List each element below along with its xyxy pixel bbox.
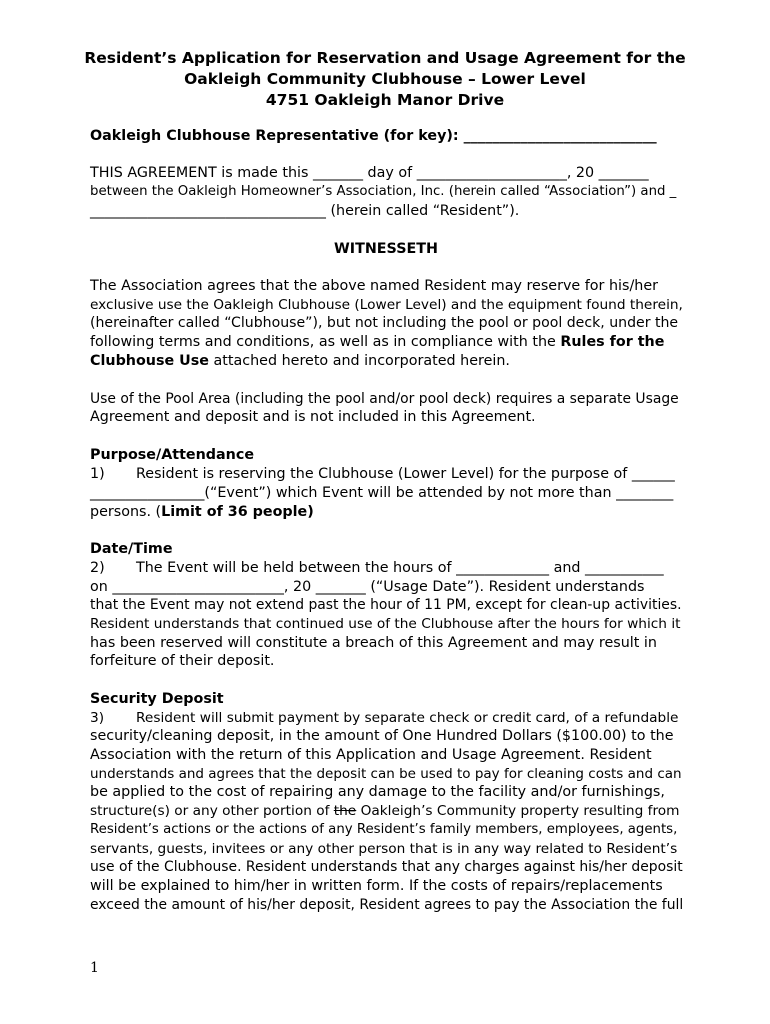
deposit-number: 3)	[90, 710, 105, 726]
datetime-line-1	[90, 559, 682, 578]
datetime-number: 2)	[90, 560, 105, 576]
purpose-heading: Purpose/Attendance	[90, 447, 255, 463]
para1-line-4	[90, 333, 682, 352]
attendance-limit: Limit of 36 people)	[161, 504, 314, 520]
purpose-line-3-text: persons. (	[90, 504, 162, 520]
deposit-line-2: security/cleaning deposit, in the amount of One Hundred Dollars ($100.00) to the	[90, 728, 674, 744]
title-line-1: Resident’s Application for Reservation and Usage Agreement for the	[84, 49, 686, 67]
para1-line-5	[90, 352, 682, 371]
para2-line-1: Use of the Pool Area (including the pool and/or pool deck) requires a separate Usage	[90, 391, 679, 407]
para1-line-2: exclusive use the Oakleigh Clubhouse (Lower Level) and the equipment found therein,	[90, 297, 683, 313]
page-number: 1	[90, 960, 99, 976]
deposit-line-7: Resident’s actions or the actions of any Resident’s family members, employees, agents,	[90, 822, 678, 837]
deposit-line-6-text-c: Oakleigh’s Community property resulting from	[356, 803, 680, 819]
deposit-line-8: servants, guests, invitees or any other person that is in any way related to Resident’s	[90, 841, 678, 857]
datetime-line-5: has been reserved will constitute a breach of this Agreement and may result in	[90, 635, 657, 651]
title-line-2: Oakleigh Community Clubhouse – Lower Level	[184, 70, 586, 88]
deposit-line-6-text-a: structure(s) or any other portion of	[90, 803, 334, 819]
para1-line-5-text: attached hereto and incorporated herein.	[208, 353, 510, 369]
datetime-line-6: forfeiture of their deposit.	[90, 653, 275, 669]
purpose-line-3	[90, 503, 682, 522]
deposit-line-11: exceed the amount of his/her deposit, Resident agrees to pay the Association the full	[90, 897, 684, 913]
agreement-line-3: _________________________________ (herein called “Resident”).	[90, 203, 520, 219]
deposit-line-3: Association with the return of this Application and Usage Agreement. Resident	[90, 747, 652, 763]
deposit-line-4: understands and agrees that the deposit can be used to pay for cleaning costs and can	[90, 766, 682, 782]
deposit-line-1-text: Resident will submit payment by separate check or credit card, of a refundable	[136, 710, 679, 726]
purpose-line-2: ________________(“Event”) which Event will be attended by not more than ________	[90, 485, 674, 501]
deposit-line-1	[90, 709, 682, 728]
datetime-line-2: on ________________________, 20 _______ (“Usage Date”). Resident understands	[90, 579, 645, 595]
deposit-line-5: be applied to the cost of repairing any damage to the facility and/or furnishings,	[90, 784, 665, 800]
agreement-line-2: between the Oakleigh Homeowner’s Association, Inc. (herein called “Association”) and _	[90, 184, 677, 199]
para1-line-4-text: following terms and conditions, as well as in compliance with the	[90, 334, 561, 350]
deposit-line-6	[90, 802, 682, 821]
deposit-heading: Security Deposit	[90, 691, 224, 707]
para1-line-1: The Association agrees that the above named Resident may reserve for his/her	[90, 278, 659, 294]
datetime-line-1-text: The Event will be held between the hours of _____________ and ___________	[136, 560, 664, 576]
rules-reference: Rules for the	[560, 334, 665, 350]
datetime-heading: Date/Time	[90, 541, 173, 557]
document-title	[60, 48, 710, 111]
agreement-line-1: THIS AGREEMENT is made this _______ day of _____________________, 20 _______	[90, 165, 649, 181]
deposit-line-10: will be explained to him/her in written form. If the costs of repairs/replacements	[90, 878, 663, 894]
witnesseth-heading: WITNESSETH	[333, 241, 438, 257]
datetime-line-3: that the Event may not extend past the hour of 11 PM, except for clean-up activities.	[90, 597, 682, 613]
datetime-line-4: Resident understands that continued use of the Clubhouse after the hours for which it	[90, 616, 681, 632]
purpose-line-1	[90, 465, 682, 484]
purpose-line-1-text: Resident is reserving the Clubhouse (Lower Level) for the purpose of ______	[136, 466, 675, 482]
para1-line-3: (hereinafter called “Clubhouse”), but not including the pool or pool deck, under the	[90, 315, 679, 331]
purpose-number: 1)	[90, 466, 105, 482]
para2-line-2: Agreement and deposit and is not included in this Agreement.	[90, 409, 536, 425]
struck-word: the	[333, 803, 357, 819]
representative-line: Oakleigh Clubhouse Representative (for key): ___________________________	[90, 128, 657, 144]
rules-reference-cont: Clubhouse Use	[90, 353, 209, 369]
title-line-3: 4751 Oakleigh Manor Drive	[265, 91, 505, 109]
deposit-line-9: use of the Clubhouse. Resident understands that any charges against his/her deposit	[90, 859, 683, 875]
